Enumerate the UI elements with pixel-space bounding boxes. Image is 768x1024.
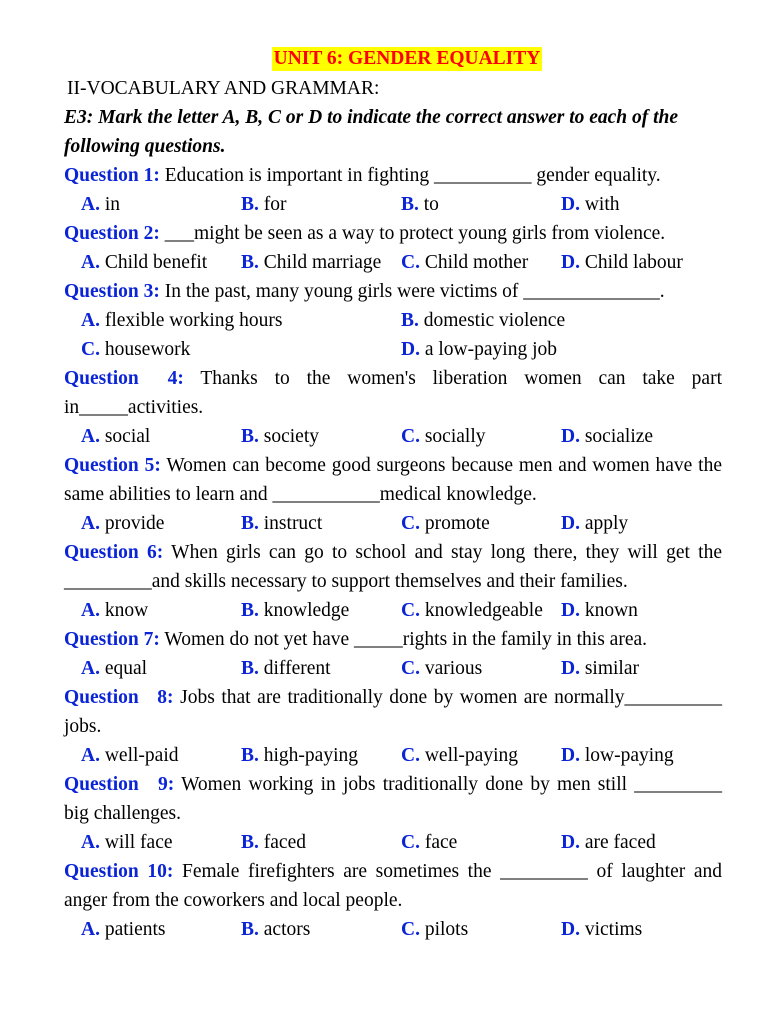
question-label: Question 6: bbox=[64, 542, 164, 563]
section-heading: II-VOCABULARY AND GRAMMAR: bbox=[67, 78, 380, 99]
instruction: E3: Mark the letter A, B, C or D to indicate the correct answer to each of the following questions. bbox=[64, 107, 679, 157]
question-7 bbox=[64, 625, 722, 654]
question-3 bbox=[64, 277, 722, 306]
question-9 bbox=[64, 770, 722, 828]
question-label: Question 3: bbox=[64, 281, 160, 302]
question-label: Question 7: bbox=[64, 629, 160, 650]
question-label: Question 9: bbox=[64, 774, 175, 795]
option-d[interactable]: D. low-paying bbox=[561, 745, 674, 766]
option-c[interactable]: C. face bbox=[401, 832, 458, 853]
option-d[interactable]: D. apply bbox=[561, 513, 629, 534]
unit-title: UNIT 6: GENDER EQUALITY bbox=[273, 48, 541, 69]
options-10 bbox=[64, 915, 722, 944]
option-c[interactable]: C. housework bbox=[81, 339, 191, 360]
option-b[interactable]: B. knowledge bbox=[241, 600, 350, 621]
option-c[interactable]: C. various bbox=[401, 658, 483, 679]
question-6 bbox=[64, 538, 722, 596]
options-7 bbox=[64, 654, 722, 683]
question-text: When girls can go to school and stay long there, they will get the _________and skills necessary to support themselves and their families. bbox=[64, 542, 722, 592]
question-10 bbox=[64, 857, 722, 915]
option-b[interactable]: B. faced bbox=[241, 832, 306, 853]
question-text: Female firefighters are sometimes the _________ of laughter and anger from the coworkers and local people. bbox=[64, 861, 722, 911]
option-b[interactable]: B. society bbox=[241, 426, 319, 447]
question-5 bbox=[64, 451, 722, 509]
options-9 bbox=[64, 828, 722, 857]
option-d[interactable]: D. with bbox=[561, 194, 620, 215]
option-b[interactable]: B. instruct bbox=[241, 513, 323, 534]
question-label: Question 4: bbox=[64, 368, 184, 389]
question-label: Question 2: bbox=[64, 223, 160, 244]
options-3-row-1 bbox=[64, 306, 722, 335]
option-a[interactable]: A. in bbox=[81, 194, 121, 215]
question-8 bbox=[64, 683, 722, 741]
option-d[interactable]: D. similar bbox=[561, 658, 640, 679]
options-3-row-2 bbox=[64, 335, 722, 364]
option-b[interactable]: B. high-paying bbox=[241, 745, 358, 766]
question-text: In the past, many young girls were victims of ______________. bbox=[164, 281, 665, 302]
question-label: Question 1: bbox=[64, 165, 160, 186]
options-8 bbox=[64, 741, 722, 770]
option-c[interactable]: C. promote bbox=[401, 513, 490, 534]
options-2 bbox=[64, 248, 722, 277]
option-a[interactable]: A. social bbox=[81, 426, 151, 447]
option-a[interactable]: A. will face bbox=[81, 832, 173, 853]
option-a[interactable]: A. well-paid bbox=[81, 745, 179, 766]
option-d[interactable]: D. socialize bbox=[561, 426, 654, 447]
option-a[interactable]: A. flexible working hours bbox=[81, 310, 283, 331]
option-c[interactable]: C. knowledgeable bbox=[401, 600, 543, 621]
option-b[interactable]: B. Child marriage bbox=[241, 252, 382, 273]
options-5 bbox=[64, 509, 722, 538]
option-d[interactable]: D. victims bbox=[561, 919, 643, 940]
option-c[interactable]: C. pilots bbox=[401, 919, 469, 940]
option-b[interactable]: B. actors bbox=[241, 919, 311, 940]
option-c[interactable]: B. to bbox=[401, 194, 439, 215]
title-row bbox=[64, 44, 722, 74]
options-1 bbox=[64, 190, 722, 219]
option-a[interactable]: A. equal bbox=[81, 658, 148, 679]
option-d[interactable]: D. are faced bbox=[561, 832, 656, 853]
question-4 bbox=[64, 364, 722, 422]
option-a[interactable]: A. provide bbox=[81, 513, 165, 534]
option-b[interactable]: B. domestic violence bbox=[401, 310, 566, 331]
question-text: Thanks to the women's liberation women can take part in_____activities. bbox=[64, 368, 722, 418]
options-4 bbox=[64, 422, 722, 451]
question-text: Education is important in fighting __________ gender equality. bbox=[164, 165, 661, 186]
option-d[interactable]: D. Child labour bbox=[561, 252, 683, 273]
option-d[interactable]: D. known bbox=[561, 600, 638, 621]
option-c[interactable]: C. well-paying bbox=[401, 745, 518, 766]
question-text: Women working in jobs traditionally done by men still _________ big challenges. bbox=[64, 774, 722, 824]
option-c[interactable]: C. Child mother bbox=[401, 252, 529, 273]
option-a[interactable]: A. know bbox=[81, 600, 149, 621]
question-label: Question 10: bbox=[64, 861, 174, 882]
question-label: Question 5: bbox=[64, 455, 161, 476]
option-a[interactable]: A. Child benefit bbox=[81, 252, 208, 273]
question-1 bbox=[64, 161, 722, 190]
question-text: ___might be seen as a way to protect young girls from violence. bbox=[164, 223, 666, 244]
option-d[interactable]: D. a low-paying job bbox=[401, 339, 557, 360]
question-text: Jobs that are traditionally done by women are normally__________ jobs. bbox=[64, 687, 722, 737]
question-text: Women do not yet have _____rights in the family in this area. bbox=[164, 629, 647, 650]
question-text: Women can become good surgeons because men and women have the same abilities to learn and ___________medical knowledge. bbox=[64, 455, 722, 505]
options-6 bbox=[64, 596, 722, 625]
option-a[interactable]: A. patients bbox=[81, 919, 166, 940]
option-c[interactable]: C. socially bbox=[401, 426, 486, 447]
option-b[interactable]: B. different bbox=[241, 658, 331, 679]
worksheet bbox=[64, 44, 722, 944]
option-b[interactable]: B. for bbox=[241, 194, 287, 215]
question-label: Question 8: bbox=[64, 687, 174, 708]
question-2 bbox=[64, 219, 722, 248]
